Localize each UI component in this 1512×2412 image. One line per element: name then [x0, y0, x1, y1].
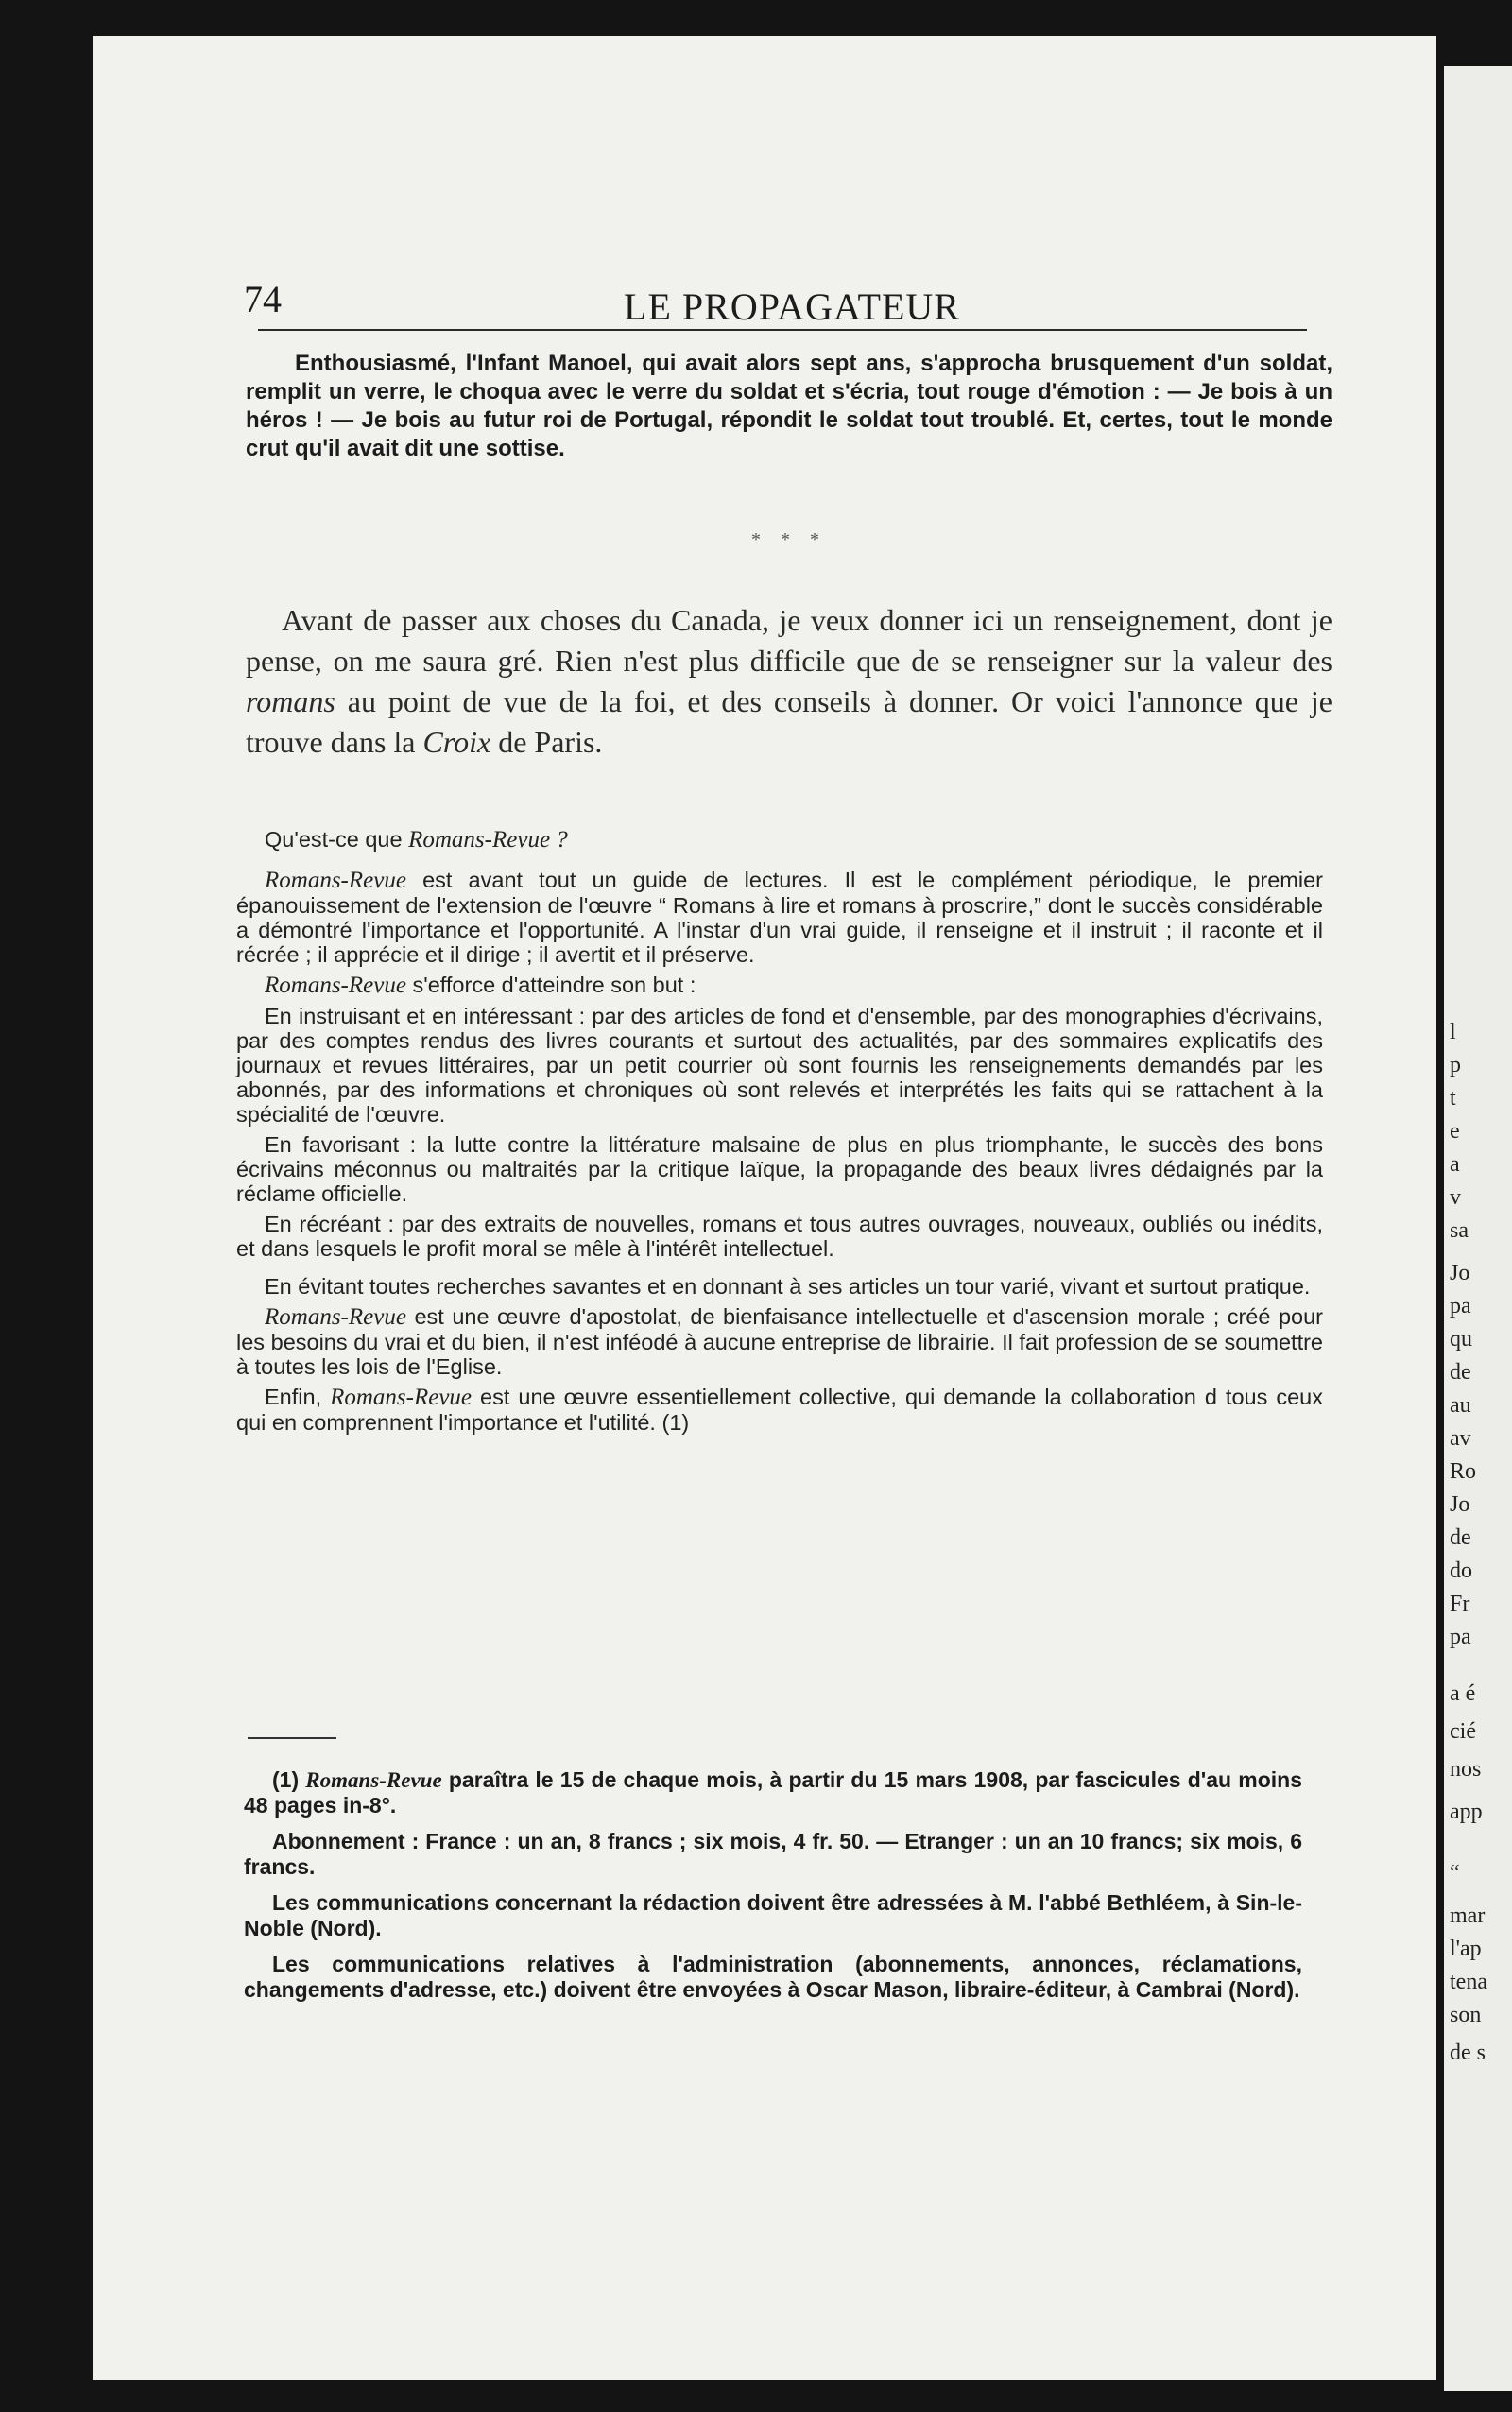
adjacent-page-fragment: l	[1450, 1020, 1456, 1044]
footnote-1-text: paraîtra le 15 de chaque mois, à partir du 15 mars 1908, par fascicules d'au moins 48 pages in-8°.	[244, 1767, 1303, 1818]
adjacent-page-fragment: Jo	[1450, 1261, 1470, 1285]
adjacent-page-fragment: Ro	[1450, 1459, 1477, 1484]
quote-paragraph-4: En favorisant : la lutte contre la littérature malsaine de plus en plus triomphante, le succès des bons écrivains méconnus ou maltraités par la critique laïque, la propagande des beaux livres dédaignés par la réclame officielle.	[236, 1132, 1323, 1206]
adjacent-page-fragment: p	[1450, 1053, 1461, 1077]
adjacent-page-fragment: Jo	[1450, 1492, 1470, 1517]
adjacent-page-fragment: v	[1450, 1185, 1461, 1210]
footnote-rule	[248, 1737, 336, 1739]
adjacent-page-fragment: nos	[1450, 1757, 1482, 1782]
quote-p1-text: est avant tout un guide de lectures. Il est le complément périodique, le premier épanouissement de l'extension de l'œuvre “ Romans à lire et romans à proscrire,” dont le succès considérable a démontré l'importance et l'opportunité. A l'instar d'un vrai guide, il renseigne et il instruit ; il raconte et il récrée ; il apprécie et il dirige ; il avertit et il préserve.	[236, 868, 1323, 967]
adjacent-page-fragment: de	[1450, 1525, 1471, 1550]
quote-title-2: Romans-Revue	[265, 973, 406, 998]
adjacent-page-fragment: de s	[1450, 2041, 1486, 2065]
adjacent-page-fragment: qu	[1450, 1327, 1472, 1352]
adjacent-page-fragment: l'ap	[1450, 1937, 1482, 1961]
lead-text-1: Avant de passer aux choses du Canada, je veux donner ici un renseignement, dont je pense, on me saura gré. Rien n'est plus difficile que de se renseigner sur la valeur des	[246, 603, 1332, 678]
quote-title-1: Romans-Revue	[265, 868, 406, 893]
adjacent-page-fragment: “	[1450, 1861, 1460, 1886]
quote-question-prefix: Qu'est-ce que	[265, 827, 409, 852]
quote-paragraph-8	[236, 1385, 1323, 1435]
footnote-1-title: Romans-Revue	[305, 1768, 442, 1792]
quote-question	[236, 827, 1323, 853]
adjacent-page-fragment: tena	[1450, 1970, 1487, 1994]
adjacent-page-fragment: au	[1450, 1393, 1471, 1418]
adjacent-page-fragment: a é	[1450, 1681, 1476, 1706]
adjacent-page-edge	[1444, 66, 1512, 2391]
adjacent-page-fragment: av	[1450, 1426, 1471, 1451]
quote-paragraph-6: En évitant toutes recherches savantes et en donnant à ses articles un tour varié, vivant et surtout pratique.	[265, 1274, 1311, 1299]
quote-paragraph-7	[236, 1304, 1323, 1379]
lead-paragraph	[246, 600, 1332, 763]
footnote-1	[244, 1767, 1302, 1818]
quote-paragraph-1	[236, 868, 1323, 967]
adjacent-page-fragment: pa	[1450, 1294, 1471, 1318]
lead-italic-romans: romans	[246, 684, 335, 718]
footnotes	[244, 1767, 1302, 2013]
adjacent-page-fragment: t	[1450, 1086, 1456, 1111]
adjacent-page-fragment: a	[1450, 1152, 1460, 1177]
section-separator: * * *	[751, 529, 827, 550]
quote-paragraph-5: En récréant : par des extraits de nouvelles, romans et tous autres ouvrages, nouveaux, oubliés ou inédits, et dans lesquels le profit moral se mêle à l'intérêt intellectuel.	[236, 1212, 1323, 1261]
page-number: 74	[244, 278, 282, 320]
quote-p8-prefix: Enfin,	[265, 1385, 331, 1409]
quote-title-3: Romans-Revue	[265, 1304, 406, 1330]
quote-paragraph-3: En instruisant et en intéressant : par des articles de fond et d'ensemble, par des monographies d'écrivains, par des comptes rendus des livres courants et surtout des actualités, par des sommaires explicatifs des journaux et revues littéraires, par un petit courrier où sont fournis les renseignements demandés par les abonnés, par des informations et chroniques où sont relevés et interprétés les faits qui se rattachent à la spécialité de l'œuvre.	[236, 1004, 1323, 1127]
footnote-3: Les communications concernant la rédaction doivent être adressées à M. l'abbé Bethléem, à Sin-le-Noble (Nord).	[244, 1890, 1302, 1940]
footnote-2: Abonnement : France : un an, 8 francs ; six mois, 4 fr. 50. — Etranger : un an 10 francs; six mois, 6 francs.	[244, 1829, 1302, 1879]
running-title: LE PROPAGATEUR	[624, 285, 960, 328]
adjacent-page-fragment: mar	[1450, 1904, 1486, 1928]
footnote-4: Les communications relatives à l'administration (abonnements, annonces, réclamations, changements d'adresse, etc.) doivent être envoyées à Oscar Mason, libraire-éditeur, à Cambrai (Nord).	[244, 1952, 1302, 2002]
quote-paragraph-2	[236, 973, 1323, 998]
footnote-1-prefix: (1)	[272, 1767, 306, 1792]
lead-text-3: de Paris.	[490, 725, 603, 759]
adjacent-page-fragment: de	[1450, 1360, 1471, 1385]
intro-paragraph: Enthousiasmé, l'Infant Manoel, qui avait alors sept ans, s'approcha brusquement d'un soldat, remplit un verre, le choqua avec le verre du soldat et s'écria, tout rouge d'émotion : — Je bois à un héros ! — Je bois au futur roi de Portugal, répondit le soldat tout troublé. Et, certes, tout le monde crut qu'il avait dit une sottise.	[246, 351, 1332, 461]
adjacent-page-fragment: son	[1450, 2003, 1482, 2027]
adjacent-page-fragment: cié	[1450, 1719, 1476, 1744]
adjacent-page-fragment: do	[1450, 1559, 1472, 1583]
lead-text-2: au point de vue de la foi, et des conseils à donner. Or voici l'annonce que je trouve dans la	[246, 684, 1332, 759]
quote-p2-text: s'efforce d'atteindre son but :	[405, 973, 696, 997]
header-rule	[258, 329, 1307, 331]
quoted-announcement	[236, 827, 1323, 1440]
lead-italic-croix: Croix	[422, 725, 491, 759]
adjacent-page-fragment: e	[1450, 1119, 1460, 1144]
quote-p7-text: est une œuvre d'apostolat, de bienfaisance intellectuelle et d'ascension morale ; créé pour les besoins du vrai et du bien, il n'est inféodé à aucune entreprise de librairie. Il fait profession de se soumettre à toutes les lois de l'Eglise.	[236, 1304, 1323, 1379]
quote-p8-text: est une œuvre essentiellement collective, qui demande la collaboration d tous ceux qui en comprennent l'importance et l'utilité. (1)	[236, 1385, 1323, 1435]
quote-question-title: Romans-Revue ?	[408, 827, 568, 853]
quote-title-4: Romans-Revue	[330, 1385, 472, 1410]
adjacent-page-fragment: Fr	[1450, 1592, 1470, 1616]
adjacent-page-fragment: sa	[1450, 1218, 1469, 1243]
adjacent-page-fragment: app	[1450, 1800, 1483, 1824]
adjacent-page-fragment: pa	[1450, 1625, 1471, 1649]
